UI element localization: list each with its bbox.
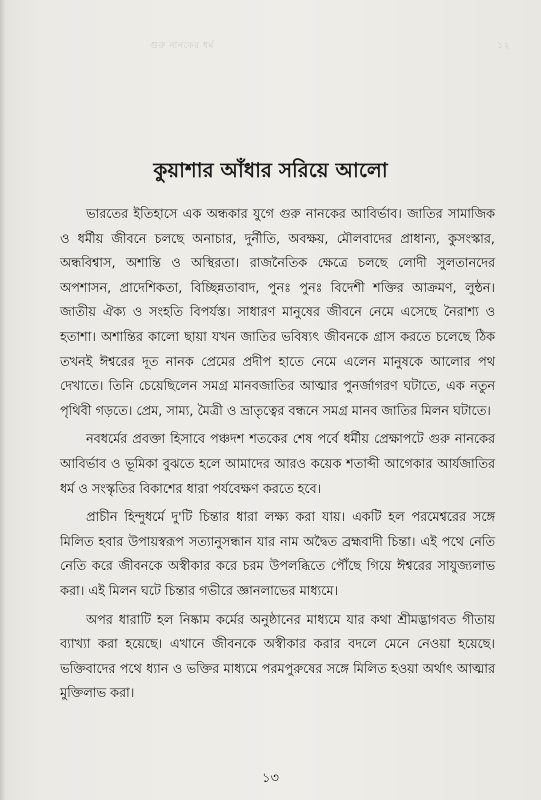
body-text xyxy=(60,203,495,707)
paragraph-3: প্রাচীন হিন্দুধর্মে দু'টি চিন্তার ধারা লক্ষ্য করা যায়। একটি হল পরমেশ্বরের সঙ্গে মিলিত হবার উপায়স্বরূপ সত্যানুসন্ধান যার নাম অদ্বৈত ব্রহ্মবাদী চিন্তা। এই পথে নেতি নেতি করে জীবনকে অস্বীকার করে চরম উপলব্ধিতে পৌঁছে গিয়ে ঈশ্বরের সাযুজ্যলাভ করা। এই মিলন ঘটে চিন্তার গভীরে জ্ঞানলাভের মাধ্যমে। xyxy=(60,510,495,599)
page-edge-shadow xyxy=(0,0,6,800)
paragraph-2: নবধর্মের প্রবক্তা হিসাবে পঞ্চদশ শতকের শেষ পর্বে ধর্মীয় প্রেক্ষাপটে গুরু নানকের আবির্ভাব ও ভূমিকা বুঝতে হলে আমাদের আরও কয়েক শতাব্দী আগেকার আর্যজাতির ধর্ম ও সংস্কৃতির বিকাশের ধারা পর্যবেক্ষণ করতে হবে। xyxy=(60,432,495,497)
paragraph-4: অপর ধারাটি হল নিষ্কাম কর্মের অনুষ্ঠানের মাধ্যমে যার কথা শ্রীমদ্ভাগবত গীতায় ব্যাখ্যা করা হয়েছে। এখানে জীবনকে অস্বীকার করার বদলে মেনে নেওয়া হয়েছে। ভক্তিবাদের পথে ধ্যান ও ভক্তির মাধ্যমে পরমপুরুষের সঙ্গে মিলিত হওয়া অর্থাৎ আত্মার মুক্তিলাভ করা। xyxy=(60,612,495,702)
paragraph-1: ভারতের ইতিহাসে এক অন্ধকার যুগে গুরু নানকের আবির্ভাব। জাতির সামাজিক ও ধর্মীয় জীবনে চলছে অনাচার, দুর্নীতি, অবক্ষয়, মৌলবাদের প্রাধান্য, কুসংস্কার, অন্ধবিশ্বাস, অশান্তি ও অস্থিরতা। রাজনৈতিক ক্ষেত্রে চলছে লোদী সুলতানদের অপশাসন, প্রাদেশিকতা, বিচ্ছিন্নতাবাদ, পুনঃ পুনঃ বিদেশী শক্তির আক্রমণ, লুন্ঠন। জাতীয় ঐক্য ও সংহতি বিপর্যস্ত। সাধারণ মানুষের জীবনে নেমে এসেছে নৈরাশ্য ও হতাশা। অশান্তির কালো ছায়া যখন জাতির ভবিষ্যৎ জীবনকে গ্রাস করতে চলেছে ঠিক তখনই ঈশ্বরের দূত নানক প্রেমের প্রদীপ হাতে নেমে এলেন মানুষকে আলোর পথ দেখাতে। তিনি চেয়েছিলেন সমগ্র মানবজাতির আত্মার পুনর্জাগরণ ঘটাতে, এক নতুন পৃথিবী গড়তে। প্রেম, সাম্য, মৈত্রী ও ভ্রাতৃত্বের বন্ধনে সমগ্র মানব জাতির মিলন ঘটাতে। xyxy=(60,207,495,419)
chapter-title: কুয়াশার আঁধার সরিয়ে আলো xyxy=(153,158,388,182)
bleed-through-header xyxy=(150,38,510,52)
bleed-through-text: গুরু নানকের ধর্ম xyxy=(150,41,214,51)
page-number: ১৩ xyxy=(262,771,279,786)
bleed-through-number: ১২ xyxy=(497,41,510,51)
